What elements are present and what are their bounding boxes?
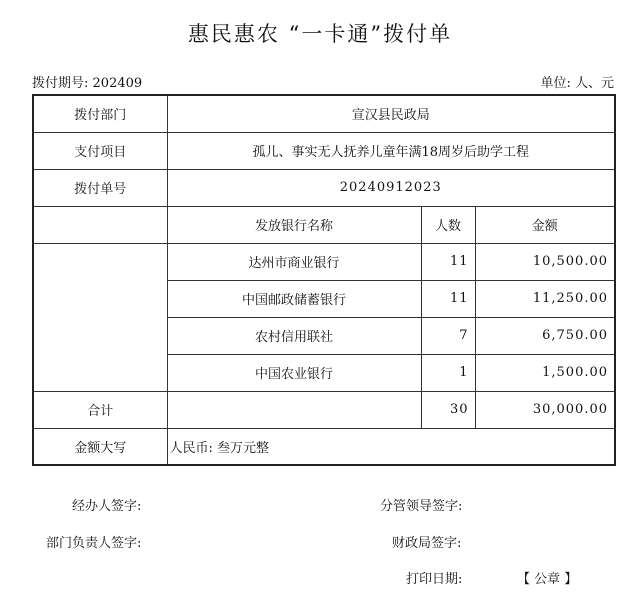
order-value: 20240912023 (167, 169, 615, 206)
period-line (32, 72, 142, 91)
period-value: 202409 (92, 76, 143, 91)
page-title: 惠民惠农 “一卡通”拨付单 (187, 22, 453, 46)
period-label: 拨付期号: (32, 76, 89, 91)
dept-row (33, 95, 615, 132)
table-row (33, 243, 615, 280)
total-label: 合计 (33, 391, 167, 428)
bank-name: 中国农业银行 (167, 354, 421, 391)
dept-label: 拨付部门 (33, 95, 167, 132)
dept-head-signature: 部门负责人签字: (46, 536, 142, 551)
disbursement-table (32, 94, 616, 466)
bank-group-cell (33, 243, 167, 391)
print-date: 打印日期: (406, 572, 463, 587)
total-people: 30 (421, 391, 475, 428)
official-seal: 【 公章 】 (517, 572, 578, 587)
total-amount: 30,000.00 (475, 391, 615, 428)
project-label: 支付项目 (33, 132, 167, 169)
header-people: 人数 (421, 206, 475, 243)
bank-name: 农村信用联社 (167, 317, 421, 354)
handler-signature: 经办人签字: (72, 499, 142, 514)
bank-people: 11 (421, 280, 475, 317)
unit-label: 单位: 人、元 (540, 76, 614, 91)
bank-header-row (33, 206, 615, 243)
supervisor-signature: 分管领导签字: (380, 499, 463, 514)
bank-amount: 6,750.00 (475, 317, 615, 354)
empty-cell (33, 206, 167, 243)
total-row (33, 391, 615, 428)
bank-people: 7 (421, 317, 475, 354)
dept-value: 宣汉县民政局 (167, 95, 615, 132)
bank-amount: 11,250.00 (475, 280, 615, 317)
finance-signature: 财政局签字: (392, 536, 462, 551)
bank-name: 中国邮政储蓄银行 (167, 280, 421, 317)
bank-name: 达州市商业银行 (167, 243, 421, 280)
bank-people: 1 (421, 354, 475, 391)
project-value: 孤儿、事实无人抚养儿童年满18周岁后助学工程 (167, 132, 615, 169)
bank-amount: 10,500.00 (475, 243, 615, 280)
order-row (33, 169, 615, 206)
bank-amount: 1,500.00 (475, 354, 615, 391)
capital-row (33, 428, 615, 465)
header-amount: 金额 (475, 206, 615, 243)
order-label: 拨付单号 (33, 169, 167, 206)
capital-label: 金额大写 (33, 428, 167, 465)
project-row (33, 132, 615, 169)
capital-value: 人民币: 叁万元整 (167, 428, 615, 465)
bank-people: 11 (421, 243, 475, 280)
header-bank: 发放银行名称 (167, 206, 421, 243)
empty-cell (167, 391, 421, 428)
